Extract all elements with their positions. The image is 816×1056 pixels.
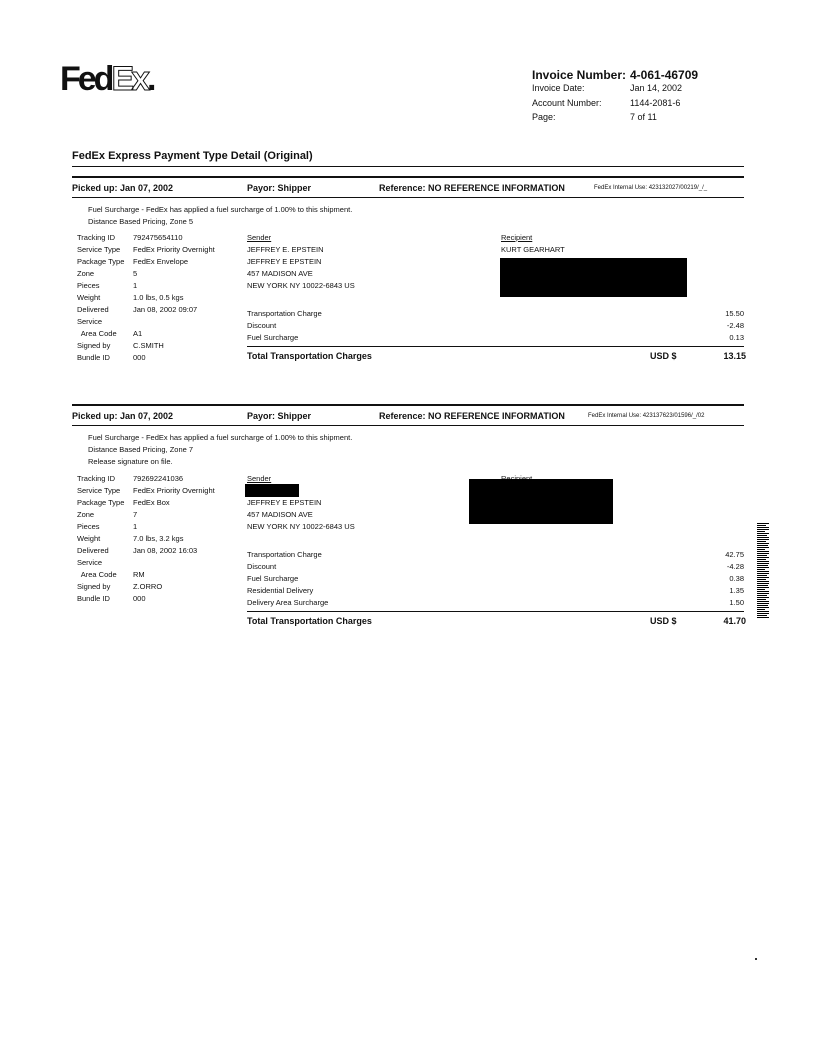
account-number-row: [532, 98, 752, 111]
service-type: FedEx Priority Overnight: [133, 245, 215, 254]
shipment-1-note: Fuel Surcharge - FedEx has applied a fuel surcharge of 1.00% to this shipment.: [88, 205, 353, 214]
charge-label: Discount: [247, 562, 277, 571]
account-number-label: Account Number:: [532, 98, 602, 108]
shipment-2-payor: Payor: Shipper: [247, 411, 312, 421]
detail-label: Signed by: [77, 341, 111, 350]
account-number: 1144-2081-6: [630, 98, 681, 108]
tracking-id: 792692241036: [133, 474, 184, 483]
detail-label: Package Type: [77, 498, 125, 507]
shipment-1-reference: Reference: NO REFERENCE INFORMATION: [379, 183, 565, 193]
shipment-2-note: Release signature on file.: [88, 457, 173, 466]
charges-total-rule: [247, 611, 744, 612]
detail-label: Weight: [77, 293, 101, 302]
sender-line: JEFFREY E EPSTEIN: [247, 498, 322, 507]
invoice-date-label: Invoice Date:: [532, 83, 585, 93]
pieces: 1: [133, 281, 138, 290]
charge-label: Transportation Charge: [247, 550, 322, 559]
shipment-1-internal-use: FedEx Internal Use: 423132027/00219/_/_: [594, 185, 708, 191]
detail-label: Tracking ID: [77, 233, 116, 242]
currency: USD $: [650, 616, 677, 626]
detail-label: Bundle ID: [77, 594, 110, 603]
delivered: Jan 08, 2002 16:03: [133, 546, 198, 555]
detail-label: Bundle ID: [77, 353, 110, 362]
detail-label: Zone: [77, 510, 95, 519]
service-type: FedEx Priority Overnight: [133, 486, 215, 495]
charge-label: Residential Delivery: [247, 586, 314, 595]
zone: 5: [133, 269, 138, 278]
total-amount: 13.15: [723, 351, 746, 361]
pieces: 1: [133, 522, 138, 531]
detail-label: Delivered: [77, 305, 109, 314]
sender-label: Sender: [247, 233, 272, 242]
recipient-line: KURT GEARHART: [501, 245, 565, 254]
weight: 7.0 lbs, 3.2 kgs: [133, 534, 184, 543]
sender-label: Sender: [247, 474, 272, 483]
package-type: FedEx Box: [133, 498, 170, 507]
charge-amount: 1.35: [729, 586, 744, 595]
signed-by: C.SMITH: [133, 341, 164, 350]
shipment-2-picked-up: Picked up: Jan 07, 2002: [72, 411, 174, 421]
shipment-1-picked-up: Picked up: Jan 07, 2002: [72, 183, 174, 193]
invoice-number-row: [532, 68, 752, 81]
detail-label: Service Type: [77, 486, 121, 495]
total-label: Total Transportation Charges: [247, 616, 372, 626]
detail-label: Signed by: [77, 582, 111, 591]
bundle-id: 000: [133, 594, 146, 603]
shipment-1-payor: Payor: Shipper: [247, 183, 312, 193]
sender-line: 457 MADISON AVE: [247, 269, 313, 278]
zone: 7: [133, 510, 138, 519]
detail-label: Pieces: [77, 522, 100, 531]
detail-label: Pieces: [77, 281, 100, 290]
delivered: Jan 08, 2002 09:07: [133, 305, 198, 314]
bundle-id: 000: [133, 353, 146, 362]
page-title: FedEx Express Payment Type Detail (Original): [72, 150, 313, 162]
detail-label: Service Type: [77, 245, 121, 254]
total-amount: 41.70: [723, 616, 746, 626]
area-code: A1: [133, 329, 143, 338]
currency: USD $: [650, 351, 677, 361]
shipment-2-top-rule: [72, 404, 744, 406]
invoice-date-row: [532, 83, 752, 96]
redaction-box: [469, 479, 613, 524]
charge-amount: 42.75: [725, 550, 744, 559]
shipment-2-internal-use: FedEx Internal Use: 423137623/01596/_/02: [588, 413, 705, 419]
charge-label: Fuel Surcharge: [247, 574, 299, 583]
package-type: FedEx Envelope: [133, 257, 189, 266]
detail-label: Service: [77, 558, 103, 567]
shipment-1-header-rule: [72, 197, 744, 198]
tracking-id: 792475654110: [133, 233, 183, 242]
detail-label: Area Code: [77, 329, 117, 338]
charge-label: Delivery Area Surcharge: [247, 598, 329, 607]
charge-label: Transportation Charge: [247, 309, 322, 318]
signed-by: Z.ORRO: [133, 582, 163, 591]
detail-label: Service: [77, 317, 103, 326]
charge-amount: 1.50: [729, 598, 744, 607]
charge-amount: 0.13: [729, 333, 744, 342]
scan-mark: [755, 958, 757, 960]
barcode-image: [757, 523, 769, 621]
page-number: 7 of 11: [630, 112, 657, 122]
sender-line: NEW YORK NY 10022-6843 US: [247, 281, 355, 290]
charge-amount: -4.28: [726, 562, 744, 571]
sender-line: JEFFREY E. EPSTEIN: [247, 245, 324, 254]
page-label: Page:: [532, 112, 556, 122]
redaction-box: [245, 484, 299, 497]
page-row: [532, 112, 752, 125]
invoice-number-label: Invoice Number:: [532, 68, 627, 82]
detail-label: Tracking ID: [77, 474, 116, 483]
shipment-2-reference: Reference: NO REFERENCE INFORMATION: [379, 411, 565, 421]
charge-amount: -2.48: [726, 321, 744, 330]
charge-label: Discount: [247, 321, 277, 330]
weight: 1.0 lbs, 0.5 kgs: [133, 293, 184, 302]
shipment-2-header-rule: [72, 425, 744, 426]
invoice-date: Jan 14, 2002: [630, 83, 683, 93]
shipment-1-top-rule: [72, 176, 744, 178]
sender-line: NEW YORK NY 10022-6843 US: [247, 522, 355, 531]
shipment-2-note: Distance Based Pricing, Zone 7: [88, 445, 194, 454]
detail-label: Package Type: [77, 257, 125, 266]
recipient-label: Recipient: [501, 233, 533, 242]
charges-total-rule: [247, 346, 744, 347]
shipment-2-note: Fuel Surcharge - FedEx has applied a fuel surcharge of 1.00% to this shipment.: [88, 433, 353, 442]
detail-label: Weight: [77, 534, 101, 543]
detail-label: Area Code: [77, 570, 117, 579]
invoice-number: 4-061-46709: [630, 68, 699, 82]
area-code: RM: [133, 570, 145, 579]
sender-line: JEFFREY E EPSTEIN: [247, 257, 322, 266]
charge-amount: 15.50: [725, 309, 744, 318]
detail-label: Delivered: [77, 546, 109, 555]
sender-line: 457 MADISON AVE: [247, 510, 313, 519]
redaction-box: [500, 258, 687, 297]
detail-label: Zone: [77, 269, 95, 278]
charge-label: Fuel Surcharge: [247, 333, 299, 342]
shipment-1-note: Distance Based Pricing, Zone 5: [88, 217, 194, 226]
fedex-logo: FedEx.: [60, 60, 154, 98]
charge-amount: 0.38: [729, 574, 744, 583]
total-label: Total Transportation Charges: [247, 351, 372, 361]
title-divider: [72, 166, 744, 167]
